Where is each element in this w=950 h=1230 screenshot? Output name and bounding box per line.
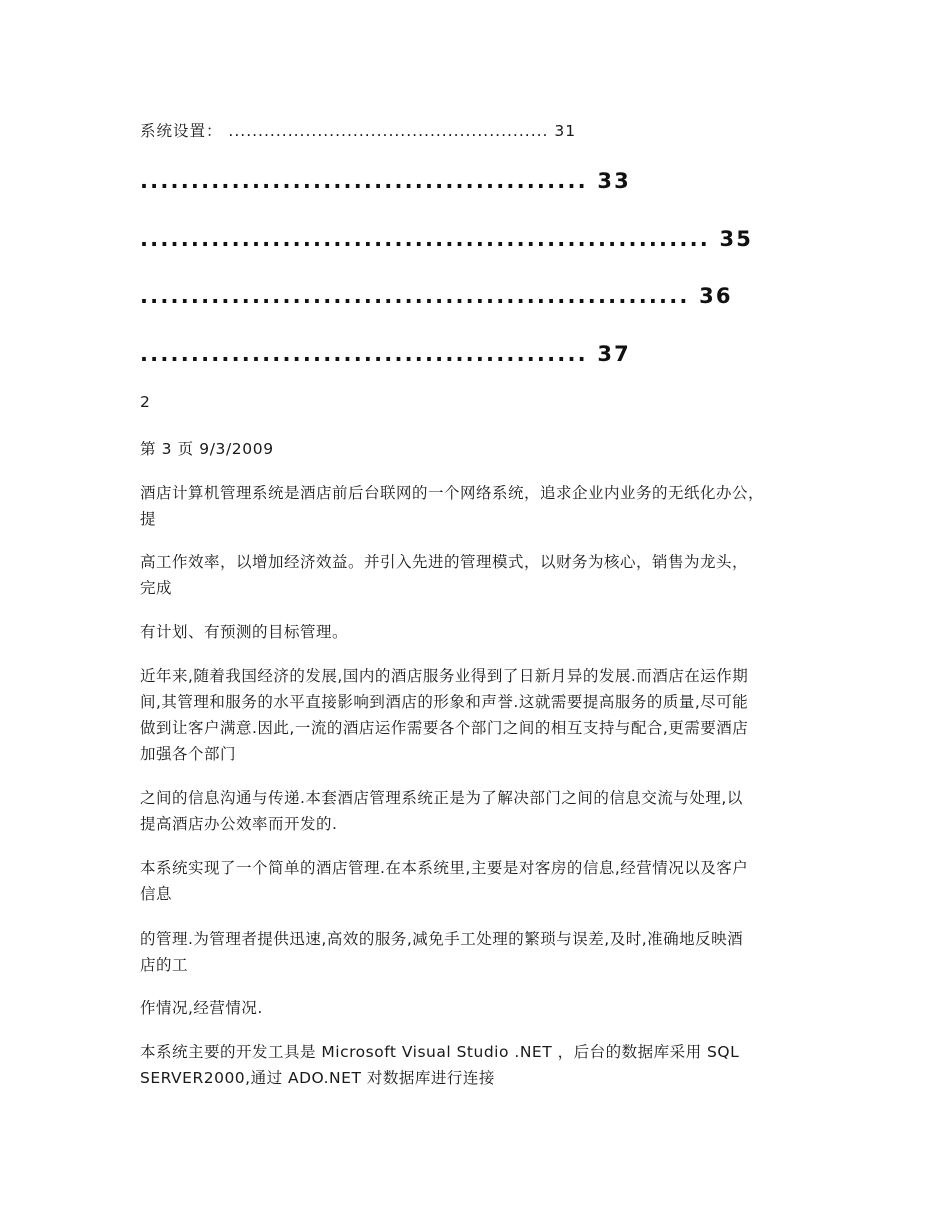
paragraph-line: 加强各个部门 [140, 745, 237, 763]
paragraph [140, 926, 820, 978]
paragraph-line: 有计划、有预测的目标管理。 [140, 623, 349, 641]
paragraph-line: 之间的信息沟通与传递.本套酒店管理系统正是为了解决部门之间的信息交流与处理,以 [140, 789, 743, 807]
toc-entry-35[interactable]: ........................................................ 35 [140, 227, 754, 251]
paragraph-line: 提高酒店办公效率而开发的. [140, 815, 338, 833]
paragraph-line: 完成 [140, 579, 173, 597]
paragraph [140, 480, 820, 532]
paragraph [140, 619, 820, 645]
toc-entry-33[interactable]: ............................................ 33 [140, 169, 631, 193]
paragraph-line: 信息 [140, 885, 173, 903]
paragraph-line: 近年来,随着我国经济的发展,国内的酒店服务业得到了日新月异的发展.而酒店在运作期 [140, 667, 749, 685]
toc-entry-37[interactable]: ............................................ 37 [140, 342, 631, 366]
paragraph-line: 作情况,经营情况. [140, 999, 263, 1017]
page-header: 第 3 页 9/3/2009 [140, 440, 274, 458]
paragraph [140, 995, 820, 1021]
toc-entry-system-settings[interactable]: 系统设置： ...................................................... 31 [140, 122, 577, 140]
paragraph-line: 的管理.为管理者提供迅速,高效的服务,减免手工处理的繁琐与误差,及时,准确地反映酒 [140, 930, 744, 948]
paragraph [140, 663, 820, 767]
paragraph-line: SERVER2000,通过 ADO.NET 对数据库进行连接 [140, 1069, 495, 1087]
paragraph [140, 785, 820, 837]
paragraph-line: 做到让客户满意.因此,一流的酒店运作需要各个部门之间的相互支持与配合,更需要酒店 [140, 719, 749, 737]
paragraph-line: 酒店计算机管理系统是酒店前后台联网的一个网络系统，追求企业内业务的无纸化办公， [140, 484, 765, 502]
paragraph [140, 549, 820, 601]
paragraph-line: 本系统主要的开发工具是 Microsoft Visual Studio .NET ，后台的数据库采用 SQL [140, 1043, 740, 1061]
paragraph [140, 855, 820, 907]
paragraph-line: 提 [140, 510, 157, 528]
paragraph-line: 店的工 [140, 956, 189, 974]
paragraph-line: 间,其管理和服务的水平直接影响到酒店的形象和声誉.这就需要提高服务的质量,尽可能 [140, 693, 749, 711]
toc-entry-36[interactable]: ...................................................... 36 [140, 284, 733, 308]
paragraph-line: 高工作效率，以增加经济效益。并引入先进的管理模式，以财务为核心，销售为龙头， [140, 553, 749, 571]
page-number: 2 [140, 393, 151, 411]
paragraph-line: 本系统实现了一个简单的酒店管理.在本系统里,主要是对客房的信息,经营情况以及客户 [140, 859, 749, 877]
paragraph [140, 1039, 820, 1091]
